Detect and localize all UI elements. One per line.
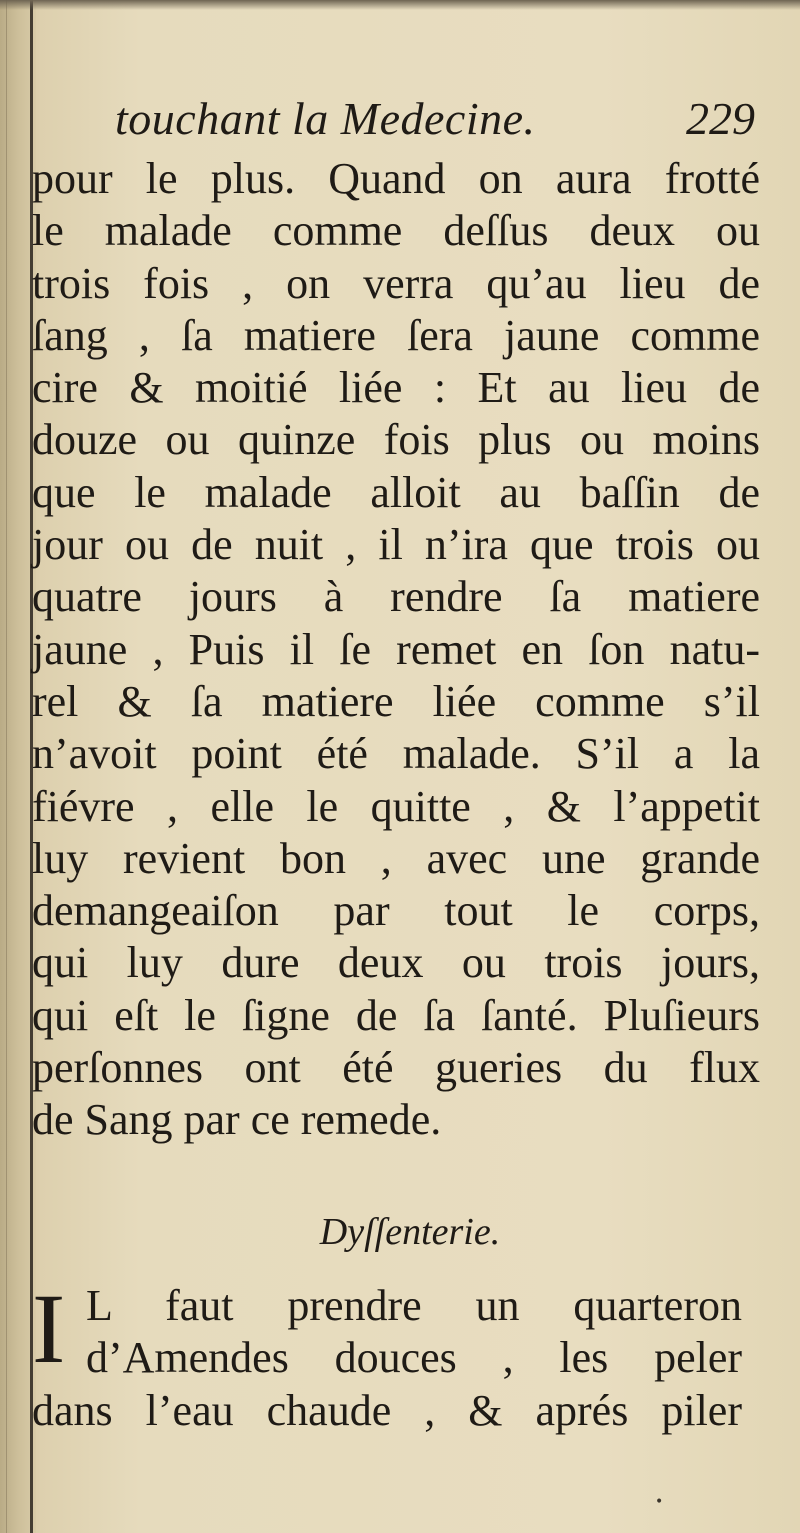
drop-cap: I (32, 1273, 66, 1384)
text-line: jaune , Puis il ſe remet en ſon natu- (32, 624, 760, 674)
text-line: pour le plus. Quand on aura frotté (32, 154, 760, 203)
text-line: ſang , ſa matiere ſera jaune comme (32, 310, 760, 360)
running-title: touchant la Medecine. (115, 93, 536, 144)
text-line: que le malade alloit au baſſin de (32, 467, 760, 517)
text-line: fiévre , elle le quitte , & l’appetit (32, 781, 760, 831)
print-mark: • (655, 1494, 664, 1510)
binding-edge (6, 0, 7, 1533)
text-line: L faut prendre un quarteron (86, 1281, 742, 1330)
text-line: qui luy dure deux ou trois jours, (32, 938, 760, 988)
text-line: rel & ſa matiere liée comme s’il (32, 676, 760, 726)
text-line: perſonnes ont été gueries du flux (32, 1043, 760, 1093)
text-line: d’Amendes douces , les peler (86, 1333, 742, 1383)
text-line: luy revient bon , avec une grande (32, 833, 760, 883)
text-line: demangeaiſon par tout le corps, (32, 886, 760, 936)
page-number: 229 (686, 93, 755, 144)
text-line: qui eſt le ſigne de ſa ſanté. Pluſieurs (32, 990, 760, 1040)
page-header (115, 92, 755, 152)
text-line: trois fois , on verra qu’au lieu de (32, 258, 760, 308)
text-line: le malade comme deſſus deux ou (32, 206, 760, 256)
top-edge-shadow (0, 0, 800, 10)
text-line: n’avoit point été malade. S’il a la (32, 729, 760, 779)
section-heading: Dyſſenterie. (319, 1211, 501, 1253)
text-line: jour ou de nuit , il n’ira que trois ou (32, 520, 760, 570)
text-line: quatre jours à rendre ſa matiere (32, 572, 760, 622)
main-text-block (32, 153, 760, 1147)
text-line: douze ou quinze fois plus ou moins (32, 415, 760, 465)
text-line: cire & moitié liée : Et au lieu de (32, 363, 760, 413)
text-line: dans l’eau chaude , & aprés piler (32, 1385, 742, 1435)
text-line: de Sang par ce remede. (32, 1095, 442, 1145)
section-text-block (32, 1273, 742, 1437)
